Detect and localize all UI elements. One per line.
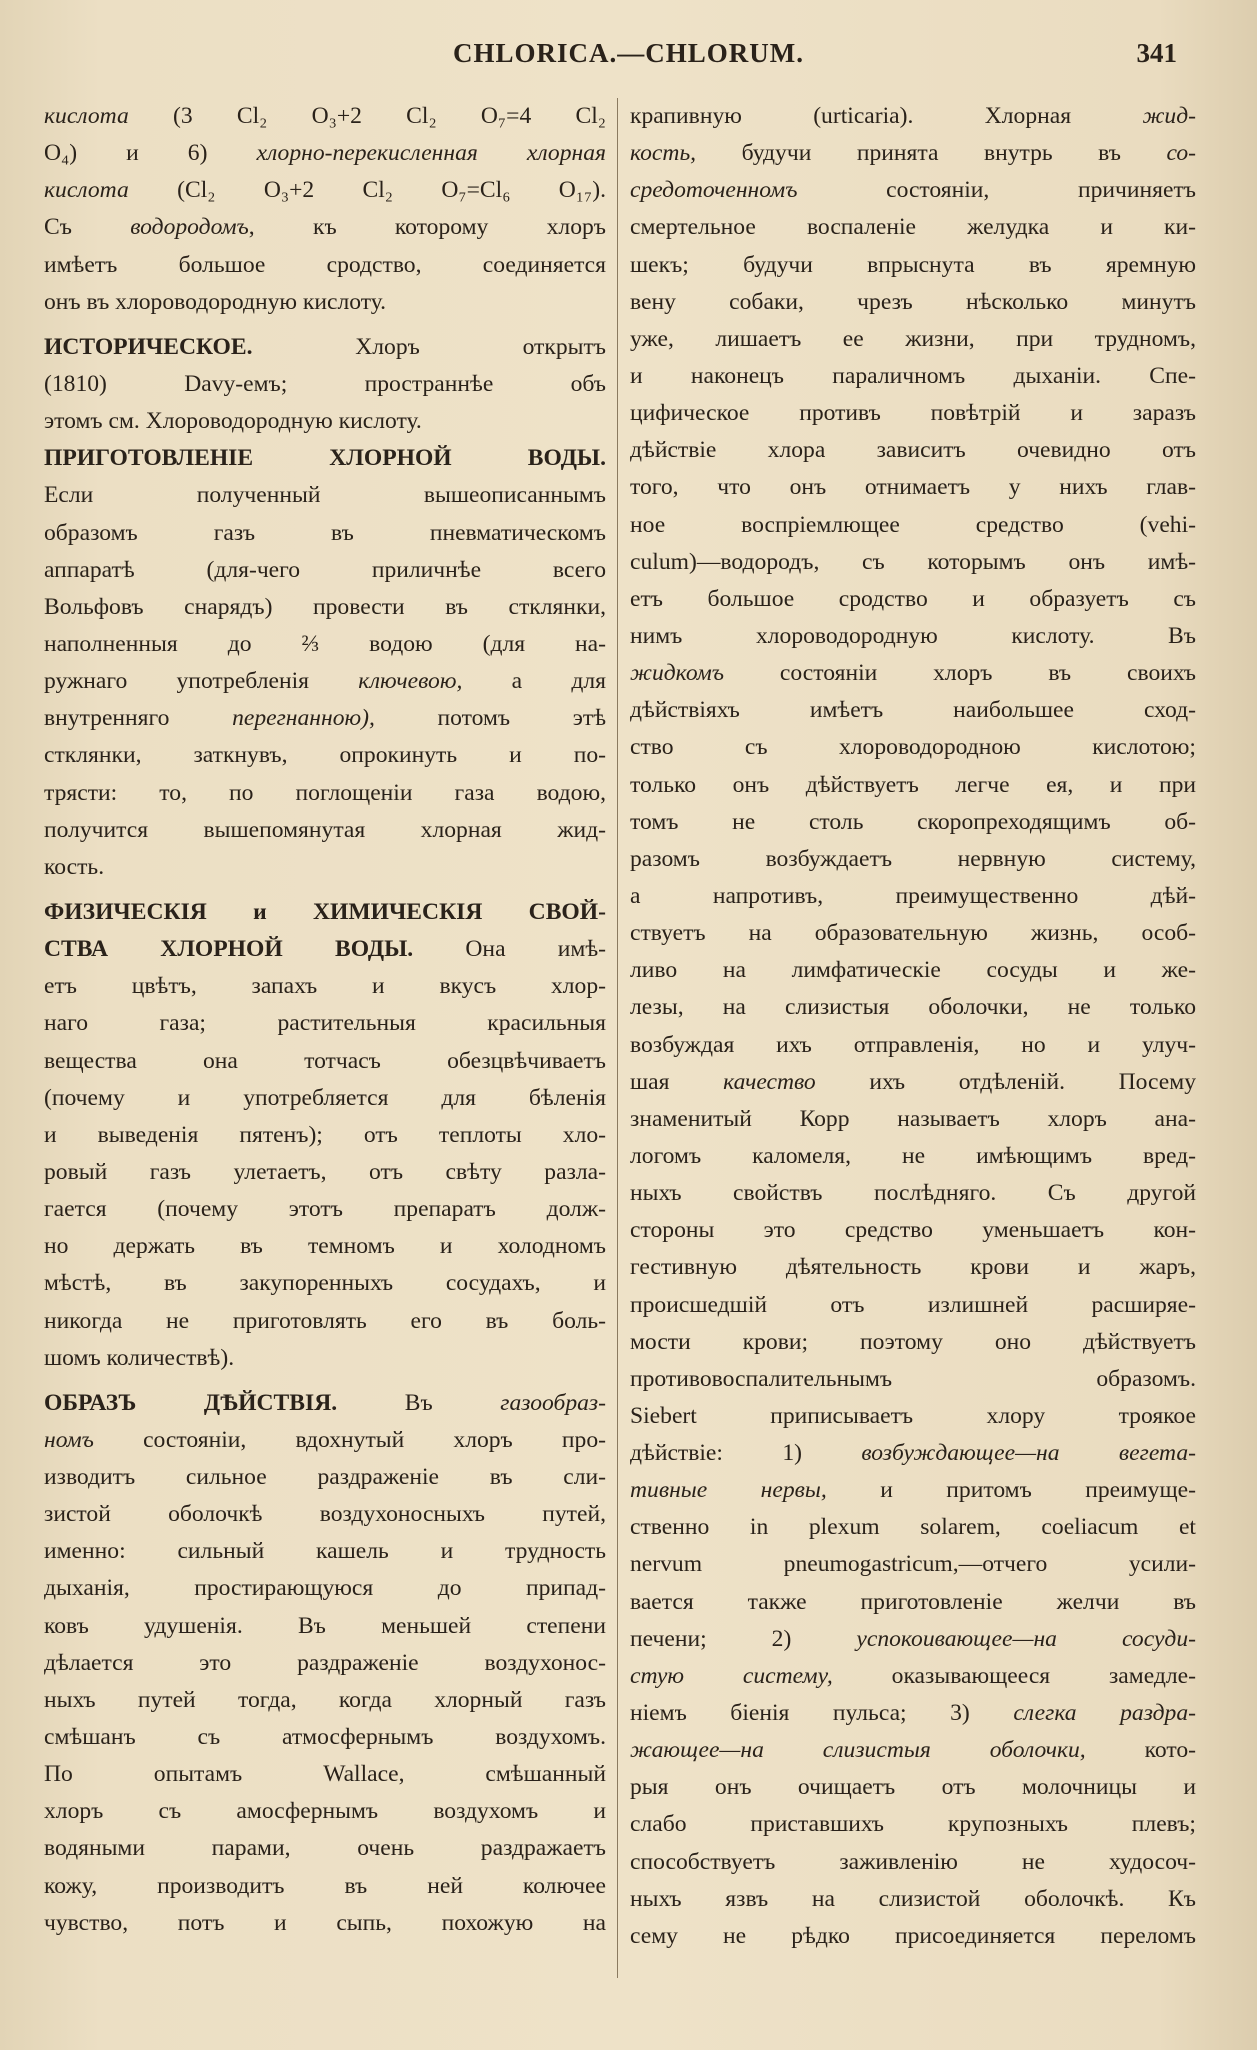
text-line (44, 403, 606, 440)
text-run: оказывающееся замедле- (832, 1662, 1196, 1689)
text-line (44, 894, 606, 931)
text-run: дѣйствіе хлора зависитъ очевидно отъ (630, 437, 1196, 464)
text-run: гестивную дѣятельность крови и жаръ, (630, 1254, 1196, 1281)
text-line (630, 1175, 1196, 1212)
text-run: только онъ дѣйствуетъ легче ея, и при (630, 771, 1196, 798)
text-run: печени; 2) (630, 1625, 857, 1652)
text-run: ныхъ свойствъ послѣдняго. Съ другой (630, 1180, 1196, 1207)
text-run: образомъ газъ въ пневматическомъ (44, 519, 606, 546)
text-line (630, 1769, 1196, 1806)
italic-term: газообраз- (500, 1389, 606, 1416)
text-line (44, 1682, 606, 1719)
text-line (44, 1117, 606, 1154)
column-divider (617, 98, 618, 1978)
text-line (630, 1844, 1196, 1881)
text-line (630, 767, 1196, 804)
text-run: етъ большое сродство и образуетъ съ (630, 585, 1196, 612)
italic-term: кость, (630, 140, 697, 167)
text-run: Если полученный вышеописаннымъ (44, 482, 606, 509)
text-line (630, 135, 1196, 172)
text-run: логомъ каломеля, не имѣющимъ вред- (630, 1142, 1196, 1169)
text-line (630, 1621, 1196, 1658)
text-run: слабо приставшихъ крупозныхъ плевъ; (630, 1811, 1196, 1838)
text-run: дыханія, простирающуюся до припад- (44, 1575, 606, 1602)
text-run: состояніи, причиняетъ (797, 177, 1196, 204)
text-run: чувство, потъ и сыпь, похожую на (44, 1909, 606, 1936)
text-column-right (630, 98, 1196, 1955)
text-run: онъ въ хлороводородную кислоту. (44, 288, 387, 315)
italic-term: жающее—на слизистыя оболочки, (630, 1737, 1086, 1764)
text-line (44, 1080, 606, 1117)
text-line (44, 1154, 606, 1191)
text-run: (1810) Davy-емъ; пространнѣе объ (44, 370, 606, 397)
text-line (44, 737, 606, 774)
text-run: наго газа; растительныя красильныя (44, 1010, 606, 1037)
section-heading: ОБРАЗЪ ДѢЙСТВІЯ. (44, 1389, 338, 1416)
text-run: дѣйствіяхъ имѣетъ наибольшее сход- (630, 697, 1196, 724)
text-line (630, 618, 1196, 655)
text-run: ливо на лимфатическіе сосуды и же- (630, 957, 1196, 984)
text-line (630, 655, 1196, 692)
text-run: хлоръ съ амосфернымъ воздухомъ и (44, 1798, 606, 1825)
text-line (44, 552, 606, 589)
text-line (44, 626, 606, 663)
text-line (44, 1533, 606, 1570)
italic-term: кислота (44, 177, 129, 204)
text-run: а для (462, 668, 606, 695)
section-heading: ФИЗИЧЕСКІЯ и ХИМИЧЕСКІЯ СВОЙ- (44, 898, 606, 925)
text-line (44, 209, 606, 246)
italic-term: кислота (44, 103, 129, 129)
text-run: аппаратѣ (для-чего приличнѣе всего (44, 556, 606, 583)
italic-term: средоточенномъ (630, 177, 798, 204)
text-run: именно: сильный кашель и трудность (44, 1538, 606, 1565)
text-line (44, 477, 606, 514)
text-line (630, 1918, 1196, 1955)
text-line (44, 1191, 606, 1228)
text-run: противовоспалительнымъ образомъ. (630, 1365, 1196, 1392)
text-run: лезы, на слизистыя оболочки, не только (630, 994, 1196, 1021)
text-line (44, 1868, 606, 1905)
text-run: а напротивъ, преимущественно дѣй- (630, 882, 1196, 909)
text-line (630, 1546, 1196, 1583)
text-line (44, 775, 606, 812)
text-line (44, 1496, 606, 1533)
text-run: вещества она тотчасъ обезцвѣчиваетъ (44, 1047, 606, 1074)
text-run: (3 Cl₂ O₃+2 Cl₂ O₇=4 Cl₂ (128, 103, 606, 129)
text-run: наполненныя до ⅔ водою (для на- (44, 630, 606, 657)
text-run: дѣлается это раздраженіе воздухонос- (44, 1649, 606, 1676)
text-run: (почему и употребляется для бѣленія (44, 1084, 606, 1111)
text-run: вается также приготовленіе желчи въ (630, 1588, 1196, 1615)
text-run: ствуетъ на образовательную жизнь, особ- (630, 920, 1196, 947)
text-line (630, 247, 1196, 284)
text-line (630, 1806, 1196, 1843)
text-line (630, 729, 1196, 766)
text-run: водяными парами, очень раздражаетъ (44, 1835, 606, 1862)
italic-term: водородомъ (130, 214, 249, 241)
text-run: culum)—водородъ, съ которымъ онъ имѣ- (630, 548, 1196, 575)
text-run: крапивную (urticaria). Хлорная (630, 103, 1143, 129)
text-line (630, 469, 1196, 506)
text-run: и притомъ преимуще- (826, 1477, 1196, 1504)
text-run: и наконецъ параличномъ дыханіи. Спе- (630, 362, 1196, 389)
text-line (44, 1303, 606, 1340)
text-line (630, 1287, 1196, 1324)
text-run: стороны это средство уменьшаетъ кон- (630, 1217, 1196, 1244)
text-line (630, 321, 1196, 358)
text-line (44, 1756, 606, 1793)
running-head (0, 38, 1257, 78)
italic-term: номъ (44, 1426, 94, 1453)
text-line (630, 432, 1196, 469)
text-line (44, 968, 606, 1005)
text-run: ство съ хлороводородною кислотою; (630, 734, 1196, 761)
text-run: знаменитый Корр называетъ хлоръ ана- (630, 1105, 1196, 1132)
text-run: потомъ этѣ (374, 705, 606, 732)
text-line (630, 1138, 1196, 1175)
text-line (630, 358, 1196, 395)
text-line (44, 284, 606, 321)
text-run: рыя онъ очищаетъ отъ молочницы и (630, 1774, 1196, 1801)
text-run: трясти: то, по поглощеніи газа водою, (44, 779, 606, 806)
text-line (44, 931, 606, 968)
text-run: происшедшій отъ излишней расширяе- (630, 1291, 1196, 1318)
text-line (44, 1043, 606, 1080)
text-line (44, 515, 606, 552)
italic-term: возбуждающее—на вегета- (861, 1440, 1196, 1467)
text-line (630, 989, 1196, 1026)
text-run: способствуетъ заживленію не худосоч- (630, 1848, 1196, 1875)
text-run: уже, лишаетъ ее жизни, при трудномъ, (630, 325, 1196, 352)
text-line (630, 1064, 1196, 1101)
text-line (44, 1608, 606, 1645)
text-line (44, 663, 606, 700)
text-line (630, 172, 1196, 209)
text-line (630, 692, 1196, 729)
text-run: мости крови; поэтому оно дѣйствуетъ (630, 1328, 1196, 1355)
text-run: мѣстѣ, въ закупоренныхъ сосудахъ, и (44, 1270, 606, 1297)
text-run: шомъ количествѣ). (44, 1344, 235, 1371)
text-line (630, 581, 1196, 618)
text-line (630, 915, 1196, 952)
italic-term: качество (723, 1068, 816, 1095)
text-run: ружнаго употребленія (44, 668, 359, 695)
text-line (630, 1361, 1196, 1398)
text-line (44, 589, 606, 626)
text-run: ихъ отдѣленій. Посему (815, 1068, 1196, 1095)
italic-term: перегнанною), (232, 705, 375, 732)
text-run: шекъ; будучи впрыснута въ яремную (630, 251, 1196, 278)
text-run: никогда не приготовлять его въ боль- (44, 1307, 606, 1334)
italic-term: со- (1166, 140, 1196, 167)
text-run: Она имѣ- (413, 936, 606, 963)
italic-term: жидкомъ (630, 660, 725, 687)
text-run: зистой оболочкѣ воздухоносныхъ путей, (44, 1501, 606, 1528)
text-line (44, 1793, 606, 1830)
text-run: Съ (44, 214, 131, 241)
text-run: ственно in plexum solarem, coeliacum et (630, 1514, 1196, 1541)
text-run: имѣетъ большое сродство, соединяется (44, 251, 606, 278)
italic-term: хлорно-перекисленная хлорная (256, 140, 606, 167)
text-line (630, 1101, 1196, 1138)
italic-term: тивные нервы, (630, 1477, 827, 1504)
text-line (630, 507, 1196, 544)
text-run: Вольфовъ снарядъ) провести въ стклянки, (44, 593, 606, 620)
text-run: ное воспріемлющее средство (vehi- (630, 511, 1196, 538)
text-run: томъ не столь скоропреходящимъ об- (630, 808, 1196, 835)
text-run: nervum pneumogastricum,—отчего усили- (630, 1551, 1196, 1578)
italic-term: успокоивающее—на сосуди- (856, 1625, 1196, 1652)
text-run: По опытамъ Wallace, смѣшанный (44, 1761, 606, 1788)
text-line (630, 841, 1196, 878)
text-run: Siebert приписываетъ хлору троякое (630, 1402, 1196, 1429)
italic-term: жид- (1142, 103, 1196, 129)
text-line (44, 1340, 606, 1377)
text-run: (Cl₂ O₃+2 Cl₂ O₇=Cl₆ O₁₇). (128, 177, 606, 204)
text-run: внутренняго (44, 705, 233, 732)
text-line (630, 1584, 1196, 1621)
text-line (44, 1265, 606, 1302)
page-number: 341 (1136, 38, 1177, 68)
text-line (44, 812, 606, 849)
text-line (630, 878, 1196, 915)
text-run: O₄) и 6) (44, 140, 257, 167)
text-run: дѣйствіе: 1) (630, 1440, 862, 1467)
text-run: Въ (337, 1389, 501, 1416)
text-line (630, 1472, 1196, 1509)
text-line (44, 172, 606, 209)
text-line (44, 849, 606, 886)
text-line (44, 1570, 606, 1607)
text-line (630, 804, 1196, 841)
text-run: состояніи, вдохнутый хлоръ про- (93, 1426, 606, 1453)
text-run: етъ цвѣтъ, запахъ и вкусъ хлор- (44, 973, 606, 1000)
text-line (44, 329, 606, 366)
text-line (630, 1881, 1196, 1918)
text-line (44, 440, 606, 477)
text-run: ковъ удушенія. Въ меньшей степени (44, 1612, 606, 1639)
text-line (44, 1005, 606, 1042)
text-run: цифическое противъ повѣтрій и заразъ (630, 400, 1196, 427)
text-line (630, 1509, 1196, 1546)
text-run: будучи принята внутрь въ (696, 140, 1167, 167)
text-line (630, 1027, 1196, 1064)
text-line (630, 1658, 1196, 1695)
text-line (630, 1732, 1196, 1769)
text-line (630, 1324, 1196, 1361)
section-heading: ПРИГОТОВЛЕНІЕ ХЛОРНОЙ ВОДЫ. (44, 445, 606, 472)
text-line (630, 209, 1196, 246)
text-run: ныхъ язвъ на слизистой оболочкѣ. Къ (630, 1885, 1196, 1912)
text-run: Хлоръ открытъ (252, 333, 606, 360)
text-line (44, 1422, 606, 1459)
section-heading: ИСТОРИЧЕСКОЕ. (44, 333, 253, 360)
text-run: состояніи хлоръ въ своихъ (724, 660, 1196, 687)
text-run: вену собаки, чрезъ нѣсколько минутъ (630, 288, 1196, 315)
text-run: кость. (44, 853, 105, 880)
text-run: ныхъ путей тогда, когда хлорный газъ (44, 1686, 606, 1713)
italic-term: слегка раздра- (1013, 1700, 1196, 1727)
text-line (44, 1228, 606, 1265)
text-line (44, 98, 606, 135)
text-column-left (44, 98, 606, 1942)
text-line (44, 135, 606, 172)
text-line (630, 1435, 1196, 1472)
text-line (44, 366, 606, 403)
text-run: сему не рѣдко присоединяется переломъ (630, 1922, 1196, 1949)
text-line (630, 1695, 1196, 1732)
text-line (44, 1385, 606, 1422)
text-run: , къ которому хлоръ (248, 214, 606, 241)
italic-term: ключевою, (358, 668, 463, 695)
text-run: смертельное воспаленіе желудка и ки- (630, 214, 1196, 241)
text-run: гается (почему этотъ препаратъ долж- (44, 1196, 606, 1223)
text-run: стклянки, заткнувъ, опрокинуть и по- (44, 742, 606, 769)
text-line (44, 1459, 606, 1496)
text-line (630, 1212, 1196, 1249)
text-run: ніемъ біенія пульса; 3) (630, 1700, 1014, 1727)
text-line (630, 1249, 1196, 1286)
text-line (630, 544, 1196, 581)
text-run: ровый газъ улетаетъ, отъ свѣту разла- (44, 1158, 606, 1185)
text-run: нимъ хлороводородную кислоту. Въ (630, 622, 1196, 649)
text-line (630, 1398, 1196, 1435)
text-run: изводитъ сильное раздраженіе въ сли- (44, 1464, 606, 1491)
text-run: кото- (1085, 1737, 1196, 1764)
text-run: того, что онъ отнимаетъ у нихъ глав- (630, 474, 1196, 501)
running-title: CHLORICA.—CHLORUM. (452, 38, 804, 68)
text-run: шая (630, 1068, 724, 1095)
text-run: и выведенія пятенъ); отъ теплоты хло- (44, 1121, 606, 1148)
text-line (44, 700, 606, 737)
text-line (44, 1645, 606, 1682)
text-line (630, 395, 1196, 432)
text-run: возбуждая ихъ отправленія, но и улуч- (630, 1031, 1196, 1058)
text-line (630, 284, 1196, 321)
text-run: получится вышепомянутая хлорная жид- (44, 816, 606, 843)
text-run: смѣшанъ съ атмосфернымъ воздухомъ. (44, 1724, 606, 1751)
italic-term: стую систему, (630, 1662, 833, 1689)
text-line (44, 1719, 606, 1756)
text-line (630, 952, 1196, 989)
text-line (44, 247, 606, 284)
text-run: кожу, производитъ въ ней колючее (44, 1872, 606, 1899)
text-line (44, 1830, 606, 1867)
text-run: этомъ см. Хлороводородную кислоту. (44, 408, 422, 435)
text-run: но держать въ темномъ и холодномъ (44, 1233, 606, 1260)
section-heading: СТВА ХЛОРНОЙ ВОДЫ. (44, 936, 414, 963)
text-run: разомъ возбуждаетъ нервную систему, (630, 845, 1196, 872)
text-line (44, 1905, 606, 1942)
text-line (630, 98, 1196, 135)
